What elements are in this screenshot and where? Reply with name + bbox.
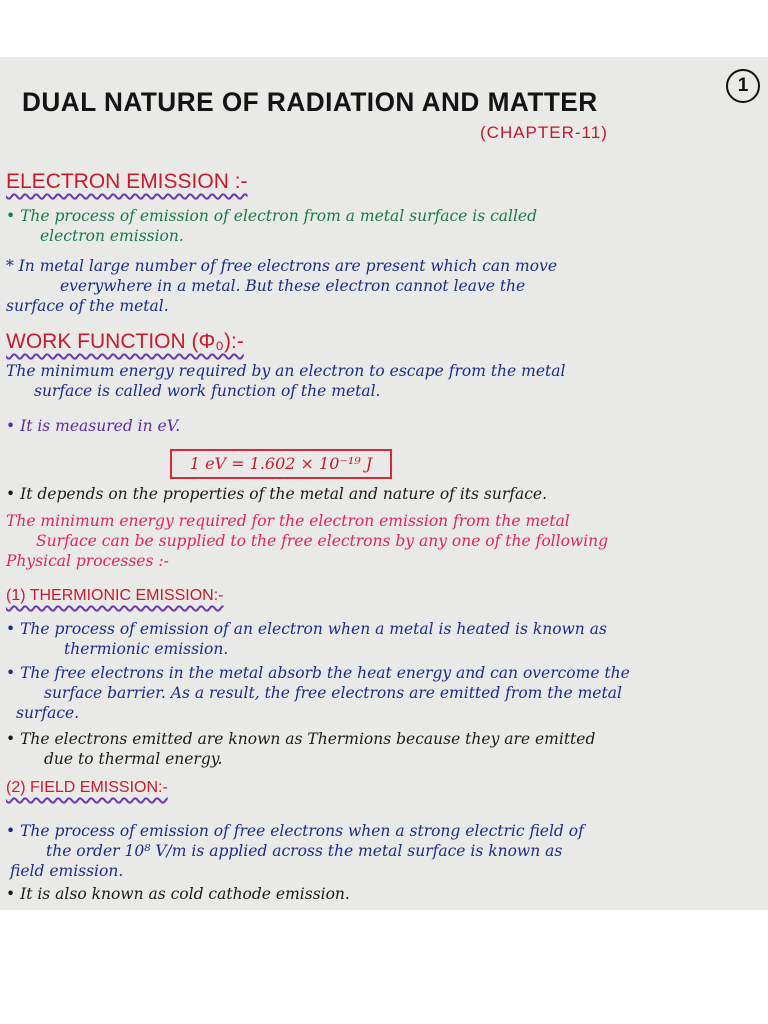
electron-emission-point2-line3: surface of the metal.	[6, 297, 169, 315]
page-title: DUAL NATURE OF RADIATION AND MATTER	[22, 87, 598, 117]
electron-emission-point2-line2: everywhere in a metal. But these electron cannot leave the	[60, 277, 526, 295]
field-emission-p1-line3: field emission.	[10, 862, 124, 880]
heading-thermionic-emission: (1) THERMIONIC EMISSION:-	[6, 587, 224, 604]
ev-formula-box: 1 eV = 1.602 × 10⁻¹⁹ J	[170, 449, 392, 479]
field-emission-p1-line2: the order 10⁸ V/m is applied across the metal surface is known as	[46, 842, 563, 860]
thermionic-p2-line1: • The free electrons in the metal absorb the heat energy and can overcome the	[6, 664, 630, 682]
notes-page	[0, 57, 768, 910]
work-function-note-line3: Physical processes :-	[6, 552, 169, 570]
electron-emission-point1-line1: • The process of emission of electron from a metal surface is called	[6, 207, 538, 225]
electron-emission-point2-line1: * In metal large number of free electrons are present which can move	[6, 257, 557, 275]
thermionic-p3-line1: • The electrons emitted are known as Thermions because they are emitted	[6, 730, 596, 748]
work-function-note-line1: The minimum energy required for the electron emission from the metal	[6, 512, 570, 530]
page-number-badge: 1	[726, 69, 760, 103]
work-function-def-line2: surface is called work function of the metal.	[34, 382, 381, 400]
thermionic-p3-line2: due to thermal energy.	[44, 750, 223, 768]
field-emission-p1-line1: • The process of emission of free electrons when a strong electric field of	[6, 822, 584, 840]
work-function-note-line2: Surface can be supplied to the free electrons by any one of the following	[36, 532, 609, 550]
electron-emission-point1-line2: electron emission.	[40, 227, 184, 245]
heading-work-function: WORK FUNCTION (Φ₀):-	[6, 330, 244, 353]
thermionic-p2-line2: surface barrier. As a result, the free electrons are emitted from the metal	[44, 684, 622, 702]
field-emission-p2: • It is also known as cold cathode emission.	[6, 885, 350, 903]
work-function-measured: • It is measured in eV.	[6, 417, 181, 435]
work-function-depends: • It depends on the properties of the metal and nature of its surface.	[6, 485, 548, 503]
thermionic-p1-line2: thermionic emission.	[64, 640, 229, 658]
thermionic-p1-line1: • The process of emission of an electron when a metal is heated is known as	[6, 620, 607, 638]
work-function-def-line1: The minimum energy required by an electron to escape from the metal	[6, 362, 566, 380]
chapter-label: (CHAPTER-11)	[480, 123, 608, 142]
heading-electron-emission: ELECTRON EMISSION :-	[6, 170, 248, 193]
heading-field-emission: (2) FIELD EMISSION:-	[6, 779, 168, 796]
thermionic-p2-line3: surface.	[16, 704, 80, 722]
